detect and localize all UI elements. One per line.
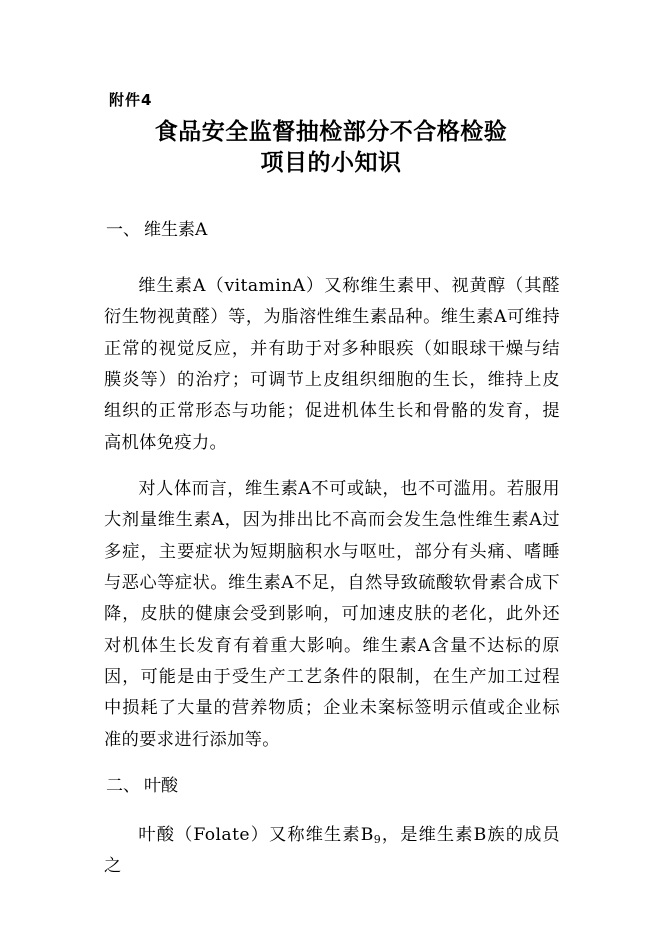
paragraph-folate-intro	[104, 820, 560, 883]
paragraph-text: ，是维生素B族的成员之	[104, 825, 560, 877]
section-title: 叶酸	[144, 776, 178, 796]
paragraph-text: 叶酸（Folate）又称维生素B	[138, 825, 374, 846]
section-number: 二、	[106, 776, 140, 796]
paragraph-vitamin-a-effects: 对人体而言，维生素A不可或缺，也不可滥用。若服用大剂量维生素A，因为排出比不高而会发生急性维生素A过多症，主要症状为短期脑积水与呕吐，部分有头痛、嗜睡与恶心等症状。维生素A不足，自然导致硫酸软骨素合成下降，皮肤的健康会受到影响，可加速皮肤的老化，此外还对机体生长发育有着重大影响。维生素A含量不达标的原因，可能是由于受生产工艺条件的限制，在生产加工过程中损耗了大量的营养物质；企业未案标签明示值或企业标准的要求进行添加等。	[104, 479, 560, 750]
section-heading-vitamin-a	[106, 219, 207, 241]
paragraph-vitamin-a-intro: 维生素A（vitaminA）又称维生素甲、视黄醇（其醛衍生物视黄醛）等，为脂溶性维生素品种。维生素A可维持正常的视觉反应，并有助于对多种眼疾（如眼球干燥与结膜炎等）的治疗；可调节上皮组织细胞的生长，维持上皮组织的正常形态与功能；促进机体生长和骨骼的发育，提高机体免疫力。	[104, 276, 560, 453]
document-title-line-2: 项目的小知识	[260, 150, 402, 176]
section-heading-folate	[106, 775, 178, 797]
subscript-nine: 9	[373, 833, 382, 847]
document-title-line-1: 食品安全监督抽检部分不合格检验	[154, 119, 508, 145]
section-title: 维生素A	[144, 220, 208, 240]
attachment-label: 附件4	[109, 91, 153, 109]
section-number: 一、	[106, 220, 140, 240]
